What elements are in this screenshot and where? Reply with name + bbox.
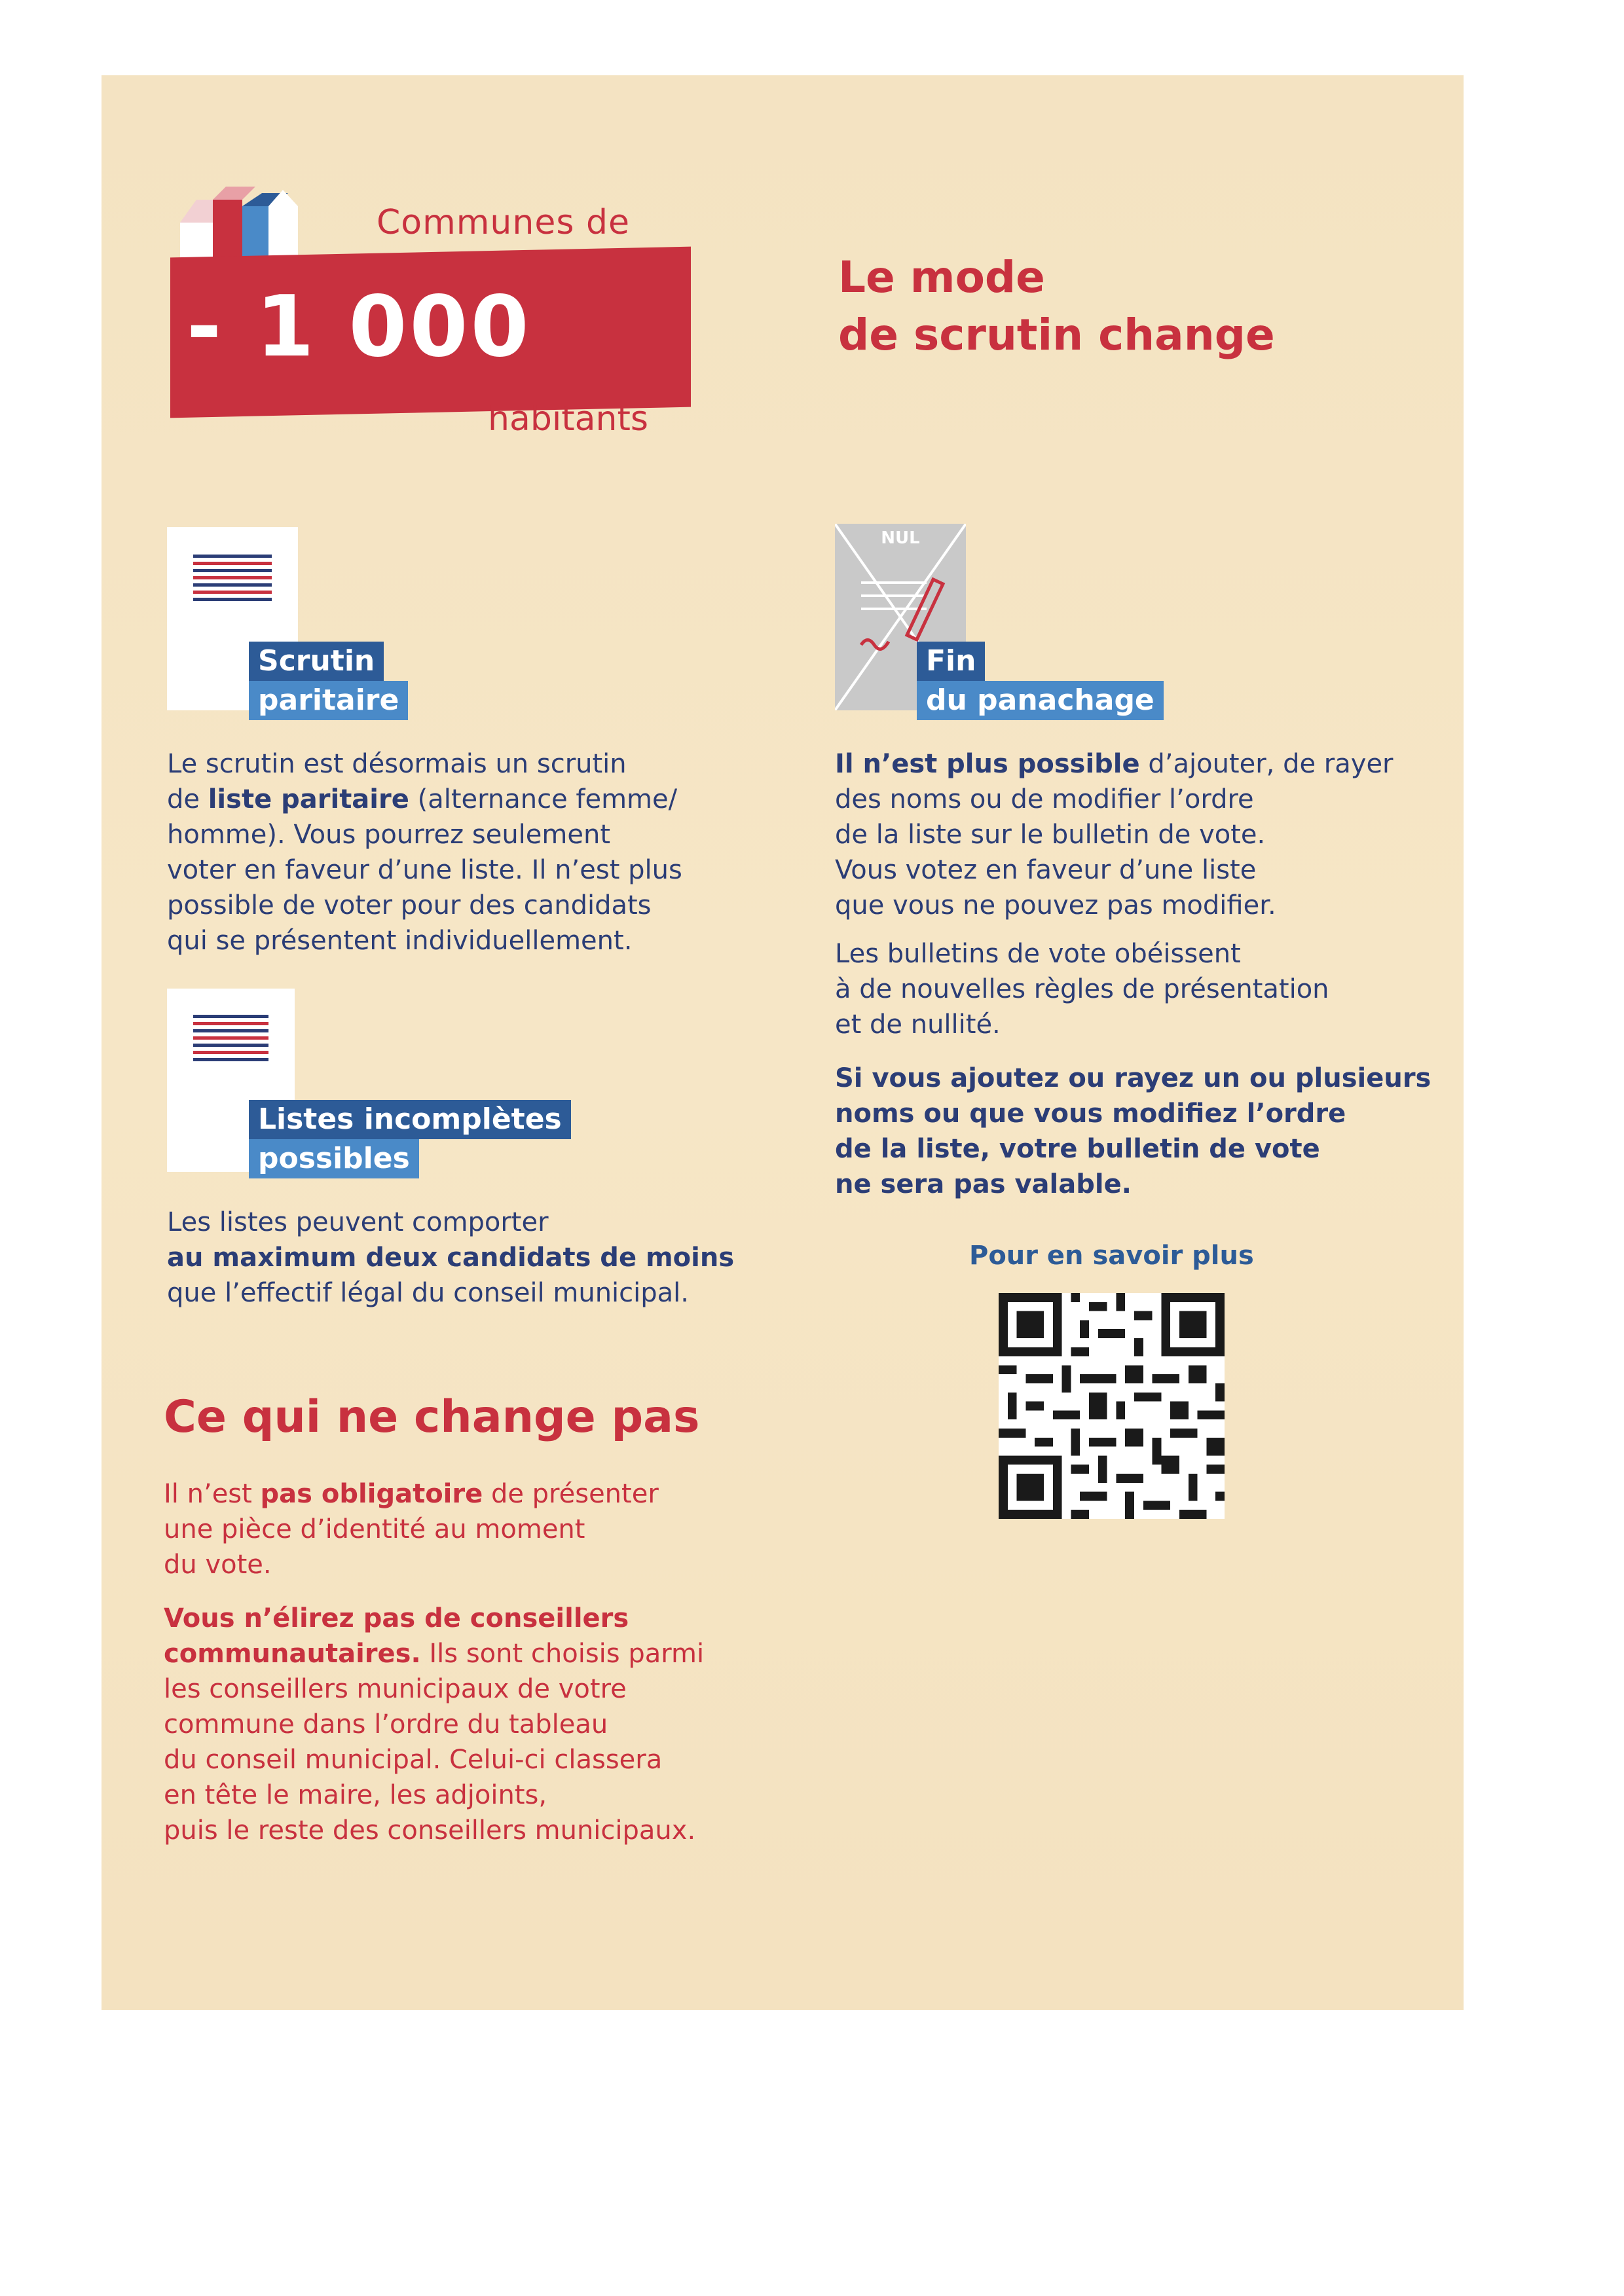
scrutin-tag-line2: paritaire (249, 681, 408, 720)
scrutin-paragraph: Le scrutin est désormais un scrutin de liste paritaire (alternance femme/ homme). Vous pourrez seulement voter en faveur d’une liste. Il n’est plus possible de voter pour des candidats qui se présentent individuellement. (167, 749, 682, 956)
title-line-1: Le mode (838, 252, 1045, 302)
panachage-paragraph-2: Les bulletins de vote obéissent à de nouvelles règles de présentation et de nullité. (835, 939, 1329, 1040)
panachage-tag-line1: Fin (917, 642, 985, 681)
panachage-paragraph-1: Il n’est plus possible d’ajouter, de rayer des noms ou de modifier l’ordre de la liste sur le bulletin de vote. Vous votez en faveur d’une liste que vous ne pouvez pas modifier. (835, 749, 1393, 920)
habitants-label: habitants (488, 399, 648, 439)
listes-paragraph: Les listes peuvent comporter au maximum deux candidats de moins que l’effectif légal du conseil municipal. (167, 1207, 735, 1308)
more-info-label: Pour en savoir plus (969, 1241, 1254, 1271)
panachage-paragraph-3: Si vous ajoutez ou rayez un ou plusieurs noms ou que vous modifiez l’ordre de la liste, votre bulletin de vote ne sera pas valable. (835, 1063, 1431, 1199)
striped-lines-icon (193, 555, 272, 605)
listes-tag-line1: Listes incomplètes (249, 1100, 571, 1139)
population-threshold: - 1 000 (187, 278, 532, 376)
unchanged-title: Ce qui ne change pas (164, 1391, 700, 1443)
nul-label: NUL (881, 528, 920, 548)
striped-lines-icon (193, 1015, 268, 1065)
flyer-page (101, 75, 1464, 2010)
unchanged-paragraph-2: Vous n’élirez pas de conseillers communautaires. Ils sont choisis parmi les conseillers municipaux de votre commune dans l’ordre du tableau du conseil municipal. Celui-ci classera en tête le maire, les adjoints, puis le reste des conseillers municipaux. (164, 1603, 705, 1846)
houses-icon (174, 187, 344, 265)
scrutin-tag-line1: Scrutin (249, 642, 384, 681)
page-title (838, 249, 1275, 364)
qr-code-icon[interactable] (999, 1293, 1225, 1519)
title-line-2: de scrutin change (838, 310, 1275, 360)
panachage-tag-line2: du panachage (917, 681, 1164, 720)
listes-tag-line2: possibles (249, 1139, 419, 1178)
unchanged-paragraph-1: Il n’est pas obligatoire de présenter une pièce d’identité au moment du vote. (164, 1479, 659, 1580)
communes-de-label: Communes de (377, 203, 630, 242)
